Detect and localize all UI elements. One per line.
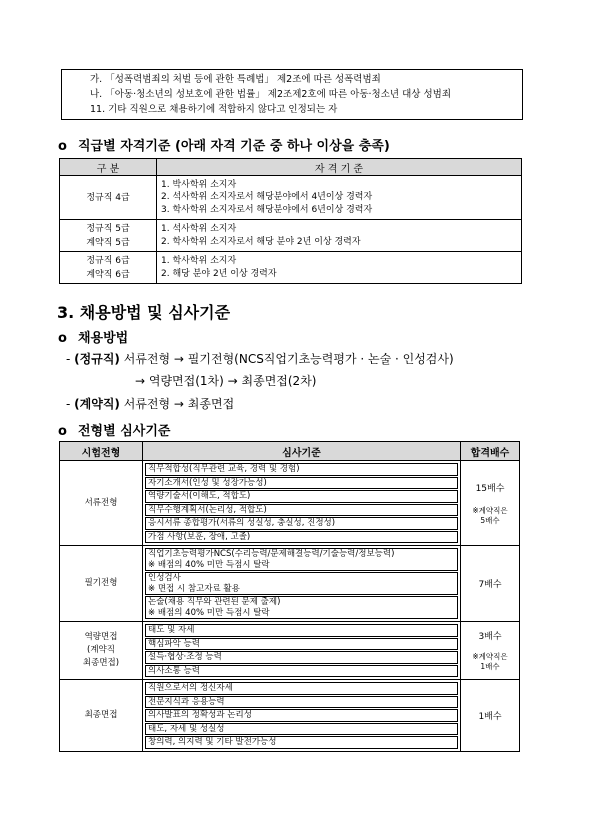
criterion-note: ※ 면접 시 참고자료 활용 [148,583,240,594]
grade-criteria-table [59,158,522,284]
criterion: 전문지식과 응용능력 [145,696,458,709]
disqualification-box [61,69,523,120]
method-text: 서류전형 → 최종면접 [119,397,235,411]
qual-line: 1. 박사학위 소지자 [161,179,237,190]
grade-section-title: 직급별 자격기준 (아래 자격 기준 중 하나 이상을 충족) [78,139,390,154]
criterion-text: 직업기초능력평가NCS(수리능력/문제해결능력/기술능력/정보능력) [148,549,395,559]
stage-label: 서류전형 [84,497,118,508]
grade-label: 정규직 5급 [86,223,130,234]
disq-item: 가. 「성폭력범죄의 처벌 등에 관한 특례법」 제2조에 따른 성폭력범죄 [90,74,381,85]
disq-item: 나. 「아동·청소년의 성보호에 관한 법률」 제2조제2호에 따른 아동·청소년 대상 성범죄 [90,89,451,100]
criterion-note: ※ 배점의 40% 미만 득점시 탈락 [148,607,270,618]
criterion: 응시서류 종합평가(서류의 성실성, 충실성, 진정성) [145,517,458,530]
multiple-cell [461,680,520,752]
qual-line: 2. 해당 분야 2년 이상 경력자 [161,268,277,279]
criterion-note: ※ 배점의 40% 미만 득점시 탈락 [148,559,270,570]
criterion [145,548,458,571]
stage-cell [60,680,143,752]
multiple-cell [461,546,520,622]
multiple-cell [461,461,520,546]
header-category: 구 분 [60,159,157,176]
grade-cell [60,176,157,220]
dash: - [66,397,71,411]
table-row [60,546,520,622]
quals-cell [157,252,522,284]
criterion: 직무수행계획서(논리성, 적합도) [145,504,458,517]
pass-note: 1배수 [480,662,500,671]
multiple-cell [461,622,520,680]
stage-cell [60,546,143,622]
table-row [60,176,522,220]
grade-label: 계약직 6급 [86,269,130,280]
stage-section-title: 전형별 심사기준 [78,424,171,439]
quals-cell [157,176,522,220]
criteria-cell [143,461,461,546]
header-criteria: 자 격 기 준 [157,159,522,176]
method-section-heading [58,327,128,346]
criterion: 역량기술서(이해도, 적합도) [145,490,458,503]
header-stage: 시험전형 [60,442,143,461]
stage-section-heading [58,420,170,439]
section-3-title: 3. 채용방법 및 심사기준 [57,303,231,322]
criterion: 가점 사항(보훈, 장애, 고졸) [145,531,458,544]
pass-multiple: 1배수 [478,711,502,722]
grade-label: 계약직 5급 [86,237,130,248]
criterion: 직원으로서의 정신자세 [145,682,458,695]
criterion [145,572,458,595]
criteria-cell [143,546,461,622]
method-text: 서류전형 → 필기전형(NCS직업기초능력평가 · 논술 · 인성검사) [119,352,454,366]
criterion-text: 인성검사 [148,573,181,583]
criterion: 의사소통 능력 [145,665,458,678]
bullet: o [58,424,67,439]
criterion: 자기소개서(인성 및 성장가능성) [145,477,458,490]
criterion [145,596,458,619]
grade-section-heading [58,135,390,154]
table-row [60,622,520,680]
grade-label: 정규직 4급 [86,192,130,203]
stage-cell [60,461,143,546]
criteria-cell [143,680,461,752]
pass-note: 5배수 [480,515,500,525]
dash: - [66,352,71,366]
table-header-row [60,159,522,176]
method-label: (정규직) [74,352,120,366]
method-regular [66,350,454,367]
criteria-cell [143,622,461,680]
grade-cell [60,220,157,252]
criterion-text: 논술(채용 직무와 관련된 문제 출제) [148,597,281,607]
stage-label: 역량면접 [84,632,118,642]
grade-cell [60,252,157,284]
stage-label: 필기전형 [84,578,118,588]
quals-cell [157,220,522,252]
criterion: 태도 및 자세 [145,624,458,637]
criterion: 설득·협상·조정 능력 [145,651,458,664]
method-label: (계약직) [74,397,120,411]
criterion: 태도, 자세 및 성실성 [145,723,458,736]
pass-multiple: 7배수 [478,580,502,590]
qual-line: 3. 학사학위 소지자로서 해당분야에서 6년이상 경력자 [161,204,373,215]
stage-cell [60,622,143,680]
criterion: 직무적합성(직무관련 교육, 경력 및 경험) [145,463,458,476]
qual-line: 2. 석사학위 소지자로서 해당분야에서 4년이상 경력자 [161,192,373,203]
table-row [60,252,522,284]
pass-note: ※계약직은 [472,505,508,515]
qual-line: 1. 학사학위 소지자 [161,256,237,266]
pass-multiple: 3배수 [478,632,502,642]
table-row [60,680,520,752]
table-header-row [60,442,520,461]
stage-label: (계약직 [87,645,115,655]
disq-item: 11. 기타 직원으로 채용하기에 적합하지 않다고 인정되는 자 [90,104,338,115]
method-regular-cont [135,372,316,389]
qual-line: 1. 석사학위 소지자 [161,224,237,234]
pass-multiple: 15배수 [475,483,505,494]
pass-note: ※계약직은 [472,652,508,661]
table-row [60,220,522,252]
header-criteria: 심사기준 [143,442,461,461]
method-section-title: 채용방법 [78,331,129,346]
method-contract [66,395,234,412]
grade-label: 정규직 6급 [86,255,130,266]
table-row [60,461,520,546]
header-multiple: 합격배수 [461,442,520,461]
evaluation-table [59,441,520,752]
criterion: 의사발표의 정확성과 논리성 [145,709,458,722]
stage-label: 최종면접) [82,658,120,668]
qual-line: 2. 학사학위 소지자로서 해당 분야 2년 이상 경력자 [161,236,361,247]
bullet: o [58,331,67,346]
criterion: 핵심파악 능력 [145,638,458,651]
method-text: → 역량면접(1차) → 최종면접(2차) [135,374,317,388]
stage-label: 최종면접 [84,709,118,720]
criterion: 창의력, 의지력 및 기타 발전가능성 [145,736,458,749]
bullet: o [58,139,67,154]
